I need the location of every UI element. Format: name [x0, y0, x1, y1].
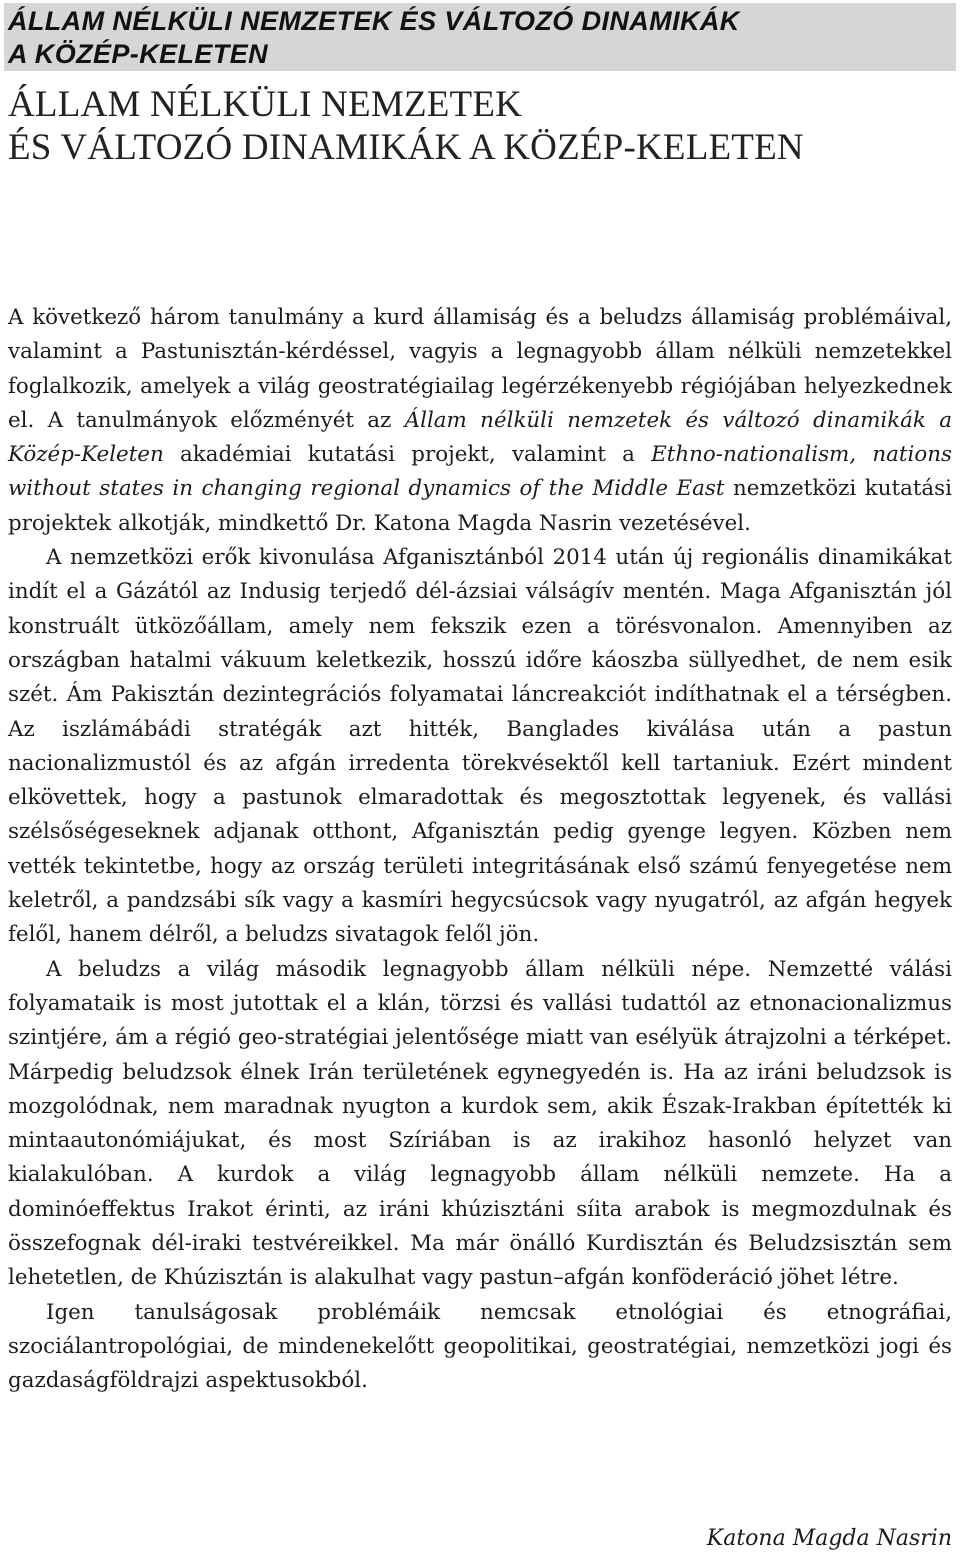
project-title-english: Ethno-nationalism, nations without states in changing regional dynamics of the Middle East: [8, 442, 952, 502]
paragraph-intro: [8, 301, 952, 541]
author-signature: Katona Magda Nasrin: [706, 1526, 952, 1551]
page-title-line-1: ÁLLAM NÉLKÜLI NEMZETEK: [8, 84, 523, 125]
paragraph-intro-text-c: akadémiai kutatási projekt, valamint a: [163, 442, 652, 468]
article-body: [8, 301, 952, 1399]
paragraph-afghanistan: A nemzetközi erők kivonulása Afganisztánból 2014 után új regionális dinamikákat indít el a Gázától az Indusig terjedő dél-ázsiai válságív mentén. Maga Afganisztán jól konstruált ütközőállam, amely nem fekszik ezen a törésvonalon. Amennyiben az országban hatalmi vákuum keletkezik, hosszú időre káoszba süllyedhet, de nem esik szét. Ám Pakisztán dezintegrációs folyamatai láncreakciót indíthatnak el a térségben. Az iszlámábádi stratégák azt hitték, Banglades kiválása után a pastun nacionalizmustól és az afgán irredenta törekvésektől kell tartaniuk. Ezért mindent elkövettek, hogy a pastunok elmaradottak és megosztottak legyenek, és vallási szélsőségeseknek adjanak otthont, Afganisztán pedig gyenge legyen. Közben nem vették tekintetbe, hogy az ország területi integritásának első számú fenyegetése nem keletről, a pandzsábi sík vagy a kasmíri hegycsúcsok vagy nyugatról, az afgán hegyek felől, hanem délről, a beludzs sivatagok felől jön.: [8, 545, 952, 948]
project-title-hungarian: Állam nélküli nemzetek és változó dinamikák a Közép-Keleten: [8, 407, 952, 468]
paragraph-intro-text-a: A következő három tanulmány a kurd államiság és a beludzs államiság problémáival, valamint a Pastunisztán-kérdéssel, vagyis a legnagyobb állam nélküli nemzetekkel foglalkozik, amelyek a világ geostratégiailag legérzékenyebb régiójában helyezkednek el. A tanulmányok előzményét az: [8, 305, 952, 433]
paragraph-conclusion: Igen tanulságosak problémáik nemcsak etnológiai és etnográfiai, szociálantropológiai, de mindenekelőtt geopolitikai, geostratégiai, nemzetközi jogi és gazdaságföldrajzi aspektusokból.: [8, 1299, 952, 1394]
paragraph-baluch: A beludzs a világ második legnagyobb állam nélküli népe. Nemzetté válási folyamataik is most jutottak el a klán, törzsi és vallási tudattól az etnonacionalizmus szintjére, ám a régió geo-stratégiai jelentősége miatt van esélyük átrajzolni a térképet. Márpedig beludzsok élnek Irán területének egynegyedén is. Ha az iráni beludzsok is mozgolódnak, nem maradnak nyugton a kurdok sem, akik Észak-Irakban építették ki mintaautonómiájukat, és most Szíriában is az irakihoz hasonló helyzet van kialakulóban. A kurdok a világ legnagyobb állam nélküli nemzete. Ha a dominóeffektus Irakot érinti, az iráni khúzisztáni síita arabok is megmozdulnak és összefognak dél-iraki testvéreikkel. Ma már önálló Kurdisztán és Beludzsisztán sem lehetetlen, de Khúzisztán is alakulhat vagy pastun–afgán konföderáció jöhet létre.: [8, 956, 952, 1291]
page-title: [8, 83, 804, 169]
page-title-line-2: ÉS VÁLTOZÓ DINAMIKÁK A KÖZÉP-KELETEN: [8, 127, 804, 168]
section-header-line-1: ÁLLAM NÉLKÜLI NEMZETEK ÉS VÁLTOZÓ DINAMIKÁK: [8, 6, 740, 36]
paragraph-intro-text-e: nemzetközi kutatási projektek alkotják, mindkettő Dr. Katona Magda Nasrin vezetésével.: [8, 476, 952, 536]
section-header-bar: [4, 3, 956, 71]
section-header-line-2: A KÖZÉP-KELETEN: [8, 39, 269, 69]
